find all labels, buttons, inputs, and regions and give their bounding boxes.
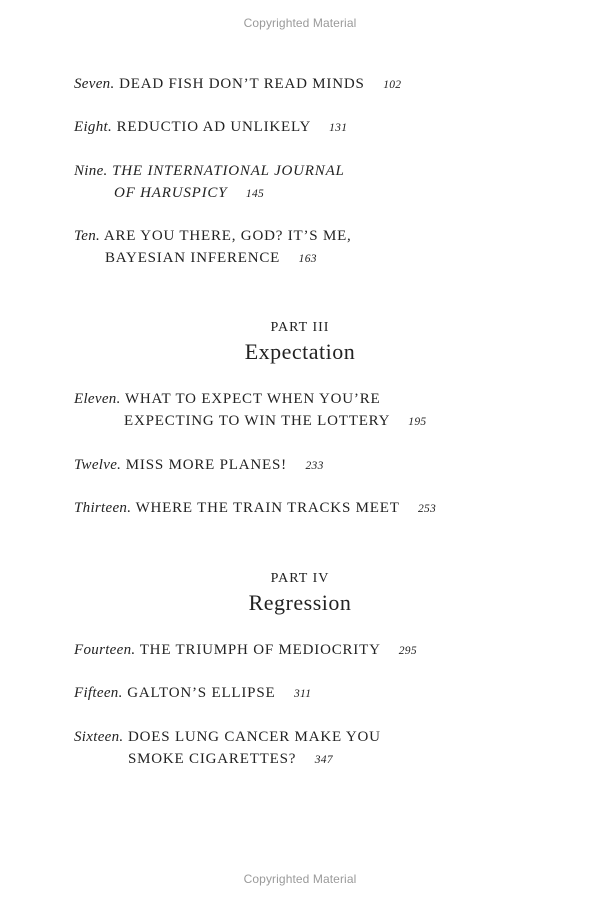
page-number: 102: [383, 79, 402, 91]
page-number: 233: [305, 460, 324, 472]
chapter-number: Twelve.: [74, 457, 122, 473]
page-number: 347: [314, 754, 333, 766]
chapter-number: Fifteen.: [74, 685, 123, 701]
chapter-title: THE TRIUMPH OF MEDIOCRITY: [139, 642, 381, 658]
part-name: Regression: [248, 590, 352, 615]
chapter-title: THE INTERNATIONAL JOURNAL: [112, 163, 345, 179]
chapter-title: WHAT TO EXPECT WHEN YOU’RE: [124, 391, 381, 407]
watermark-bottom: Copyrighted Material: [243, 872, 357, 886]
page-number: 195: [408, 416, 427, 428]
chapter-number: Sixteen.: [74, 729, 124, 745]
chapter-title: ARE YOU THERE, GOD? IT’S ME,: [103, 228, 352, 244]
chapter-number: Eight.: [74, 119, 113, 135]
part-name: Expectation: [244, 339, 356, 364]
chapter-number: Nine.: [74, 163, 108, 179]
chapter-title-continued: EXPECTING TO WIN THE LOTTERY: [124, 413, 390, 429]
watermark-top: Copyrighted Material: [243, 16, 357, 30]
part-label: PART IV: [270, 571, 330, 586]
toc-entry-sixteen: [74, 726, 381, 771]
page-number: 295: [398, 645, 417, 657]
toc-entry-ten: [74, 225, 352, 270]
toc-entry-thirteen: [74, 497, 436, 520]
chapter-title: WHERE THE TRAIN TRACKS MEET: [135, 500, 400, 516]
part-heading-iv: [0, 570, 600, 618]
page-number: 311: [294, 688, 312, 700]
chapter-title: REDUCTIO AD UNLIKELY: [116, 119, 311, 135]
toc-entry-fourteen: [74, 639, 417, 662]
part-heading-iii: [0, 319, 600, 367]
toc-entry-eight: [74, 116, 347, 139]
chapter-number: Ten.: [74, 228, 101, 244]
chapter-title-continued: BAYESIAN INFERENCE: [105, 250, 281, 266]
page-number: 253: [417, 503, 437, 515]
toc-entry-nine: [74, 160, 345, 205]
chapter-number: Thirteen.: [74, 500, 132, 516]
page-number: 131: [329, 122, 348, 134]
chapter-title: MISS MORE PLANES!: [125, 457, 287, 473]
chapter-number: Fourteen.: [74, 642, 136, 658]
chapter-title-continued: SMOKE CIGARETTES?: [128, 751, 297, 767]
part-label: PART III: [270, 320, 330, 335]
page-number: 145: [245, 188, 265, 200]
chapter-title: DOES LUNG CANCER MAKE YOU: [128, 729, 381, 745]
toc-entry-twelve: [74, 454, 324, 477]
toc-entry-seven: [74, 73, 401, 96]
chapter-title: DEAD FISH DON’T READ MINDS: [119, 76, 365, 92]
chapter-number: Eleven.: [74, 391, 121, 407]
chapter-title: GALTON’S ELLIPSE: [127, 685, 276, 701]
page-number: 163: [298, 253, 317, 265]
chapter-number: Seven.: [74, 76, 115, 92]
chapter-title-continued: OF HARUSPICY: [114, 185, 228, 201]
toc-entry-fifteen: [74, 682, 311, 705]
toc-entry-eleven: [74, 388, 426, 433]
